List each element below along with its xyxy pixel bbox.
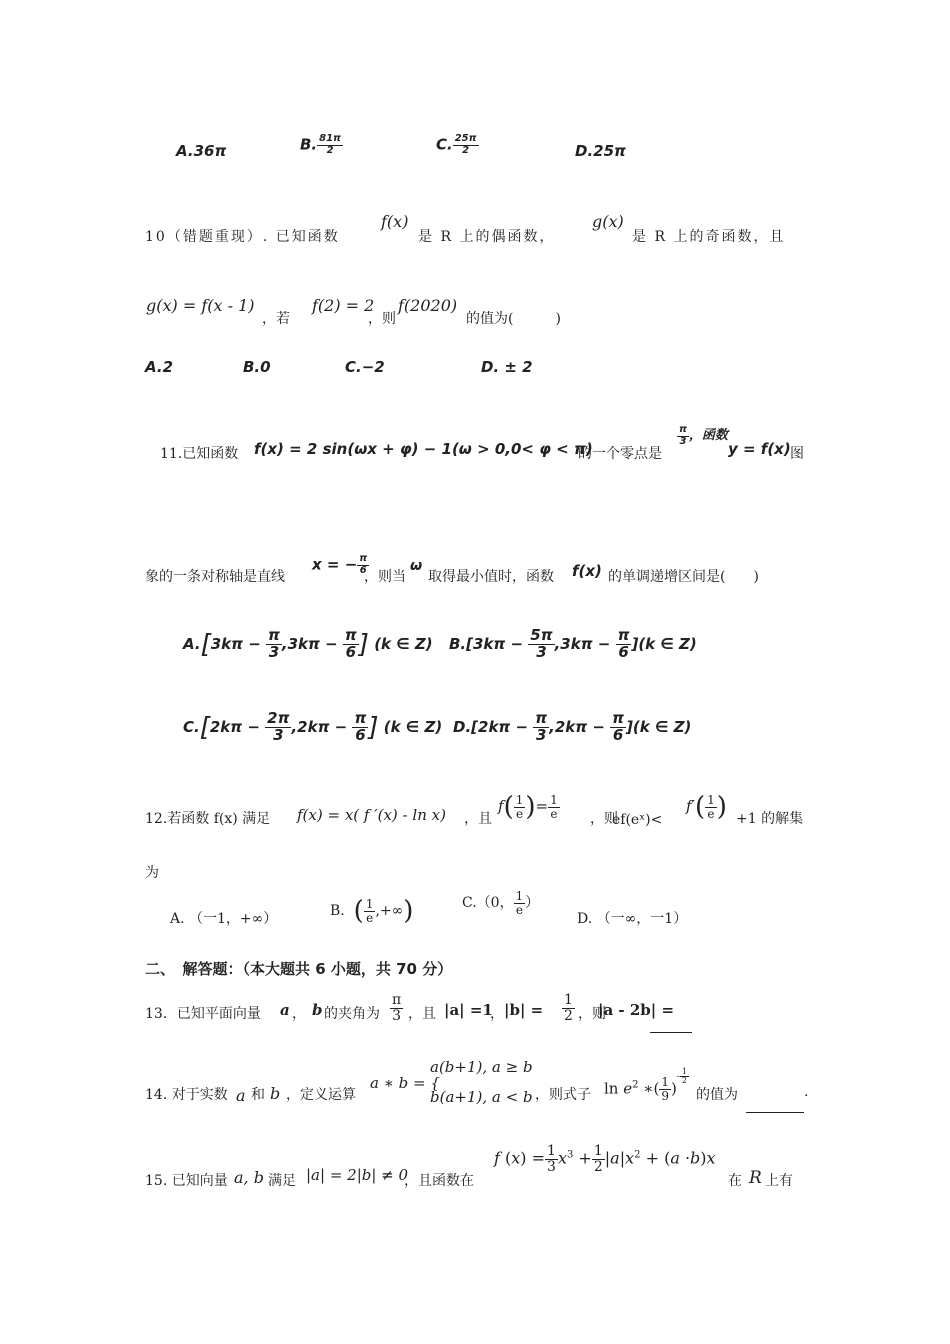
q13-intro: 13．已知平面向量 (145, 1006, 261, 1022)
q10-mid1: 是 R 上的偶函数， (418, 229, 556, 245)
q11-func: y = f(x) (728, 440, 791, 458)
q15-func: f (x) = $\frac{1}{3}$ $x^3$ + $\frac{1}{2}$ $|a|x^2 + (a \cdot b)x$ (494, 1143, 716, 1175)
q15-mid2: ，且函数在 (404, 1173, 474, 1189)
q9-option-d: D.25π (575, 142, 626, 160)
q13-mid3: ，则 (578, 1006, 606, 1022)
q15-cond: |a| = 2|b| ≠ 0 (306, 1166, 409, 1184)
q11-tail1: 图 (790, 446, 804, 462)
q12-option-a: A. （一1，+∞） (170, 911, 278, 927)
q11-option-c: C.[2kπ − $\frac{2\pi}{3}$ ,2kπ − $\frac{\pi}{6}$ ] (k ∈ Z) (183, 709, 443, 744)
q13-a: a (280, 1001, 290, 1019)
q11-option-b: B.[3kπ − $\frac{5\pi}{3}$ ,3kπ − $\frac{\pi}{6}$ ](k ∈ Z) (449, 626, 697, 661)
q11-option-d: D.[2kπ − $\frac{\pi}{3}$ ,2kπ − $\frac{\pi}{6}$ ](k ∈ Z) (453, 709, 692, 744)
q11-mid: 的一个零点是 (578, 446, 662, 462)
q10-cond-sep2: ，则 (368, 311, 396, 327)
q9-option-c: C. $\frac{25\pi}{2}$ (436, 133, 477, 156)
q14-intro: 14. 对于实数 (145, 1087, 228, 1103)
q11-intro: 11.已知函数 (160, 446, 239, 462)
q14-end: . (804, 1084, 809, 1100)
q13-b: b (312, 1001, 323, 1019)
section-2-title: 二、 解答题：（本大题共 6 小题，共 70 分） (145, 960, 453, 978)
q13-mid: 的夹角为 (324, 1006, 380, 1022)
q13-abs-a: |a| =1 (444, 1001, 493, 1019)
q10-target: f(2020) (398, 296, 458, 315)
q11-line2-tail: 的单调递增区间是( ) (608, 569, 759, 585)
q12-tail: +1 的解集 (736, 811, 804, 827)
q14-tail: 的值为 (696, 1087, 738, 1103)
q12-line2: 为 (145, 865, 159, 881)
q14-mid: ，定义运算 (286, 1087, 356, 1103)
q14-op: a ∗ b = { (370, 1074, 440, 1092)
q15-R: R (749, 1168, 762, 1188)
q14-case2: b(a+1), a < b (430, 1088, 533, 1106)
q12-cond: f( $\frac{1}{e}$ )= $\frac{1}{e}$ (498, 792, 558, 822)
q14-b: b (270, 1084, 281, 1103)
q13-target: |a - 2b| = (598, 1001, 675, 1019)
q9-option-a: A.36π (176, 142, 227, 160)
q14-a: a (236, 1086, 246, 1105)
q13-sep: ， (292, 1006, 306, 1022)
q11-fx: f(x) (572, 562, 602, 580)
q10-option-a: A.2 (145, 358, 174, 376)
q12-intro: 12.若函数 f(x) 满足 (145, 811, 271, 827)
q10-cond-sep: ，若 (262, 311, 290, 327)
q10-gx: g(x) (592, 212, 624, 231)
q14-mid2: ，则式子 (535, 1087, 591, 1103)
q13-abs-b: |b| = (504, 1001, 544, 1019)
q10-option-c: C.−2 (345, 358, 385, 376)
q9-option-b: B. $\frac{81\pi}{2}$ (300, 133, 341, 156)
q14-case1: a(b+1), a ≥ b (430, 1058, 533, 1076)
q11-line2-intro: 象的一条对称轴是直线 (145, 569, 285, 585)
q13-angle: $\frac{\pi}{3}$ (392, 992, 402, 1024)
q12-option-b: B. ( $\frac{1}{e}$ ,+∞) (330, 896, 414, 926)
q10-intro: 10（错题重现）. 已知函数 (145, 229, 340, 245)
q10-option-d: D. ± 2 (481, 358, 533, 376)
q10-mid2: 是 R 上的奇函数，且 (632, 229, 786, 245)
q10-option-b: B.0 (243, 358, 271, 376)
q12-ineq-left: ef(eˣ)< (612, 812, 663, 828)
q12-mid2: ，则 (590, 811, 618, 827)
q13-answer-blank[interactable] (650, 1018, 692, 1037)
q13-mid2: ，且 (408, 1006, 436, 1022)
q11-line2-mid: ，则当 (364, 569, 406, 585)
q12-mid: ，且 (464, 811, 492, 827)
q11-zero: $\frac{\pi}{3}$ ，函数 (679, 424, 728, 447)
q12-eq: f(x) = x( f ′(x) - ln x) (297, 806, 446, 824)
q12-option-c: C.（0， $\frac{1}{e}$ ） (462, 889, 540, 917)
q11-line2-mid2: 取得最小值时，函数 (428, 569, 554, 585)
q14-expr: $\ln e^2$ ∗( $\frac{1}{9}$ )$^{- \frac{1}{2}}$ (604, 1067, 687, 1103)
q10-fx: f(x) (381, 212, 409, 231)
q13-b-val: $\frac{1}{2}$ (564, 992, 573, 1024)
q11-omega: ω (410, 558, 423, 574)
q15-intro: 15. 已知向量 (145, 1173, 228, 1189)
q10-tail: 的值为( ) (466, 311, 561, 327)
q15-tail: 上有 (765, 1173, 793, 1189)
q11-axis: x = − $\frac{\pi}{6}$ (312, 553, 368, 576)
q11-option-a: A.[3kπ − $\frac{\pi}{3}$ ,3kπ − $\frac{\pi}{6}$ ] (k ∈ Z) (183, 626, 433, 661)
q14-and: 和 (251, 1087, 265, 1103)
q15-mid3: 在 (728, 1173, 742, 1189)
q12-option-d: D. （一∞，一1） (577, 911, 688, 927)
q13-sep2: ， (490, 1006, 504, 1022)
q10-cond1: g(x) = f(x - 1) (146, 296, 255, 315)
q11-formula: f(x) = 2 sin(ωx + φ) − 1(ω > 0,0< φ < π) (254, 440, 593, 458)
q15-vars: a, b (234, 1168, 264, 1187)
q14-answer-blank[interactable] (746, 1098, 804, 1117)
q12-ineq-right: f′( $\frac{1}{e}$ ) (686, 792, 727, 822)
q15-mid: 满足 (268, 1173, 296, 1189)
q10-cond2: f(2) = 2 (312, 296, 375, 315)
